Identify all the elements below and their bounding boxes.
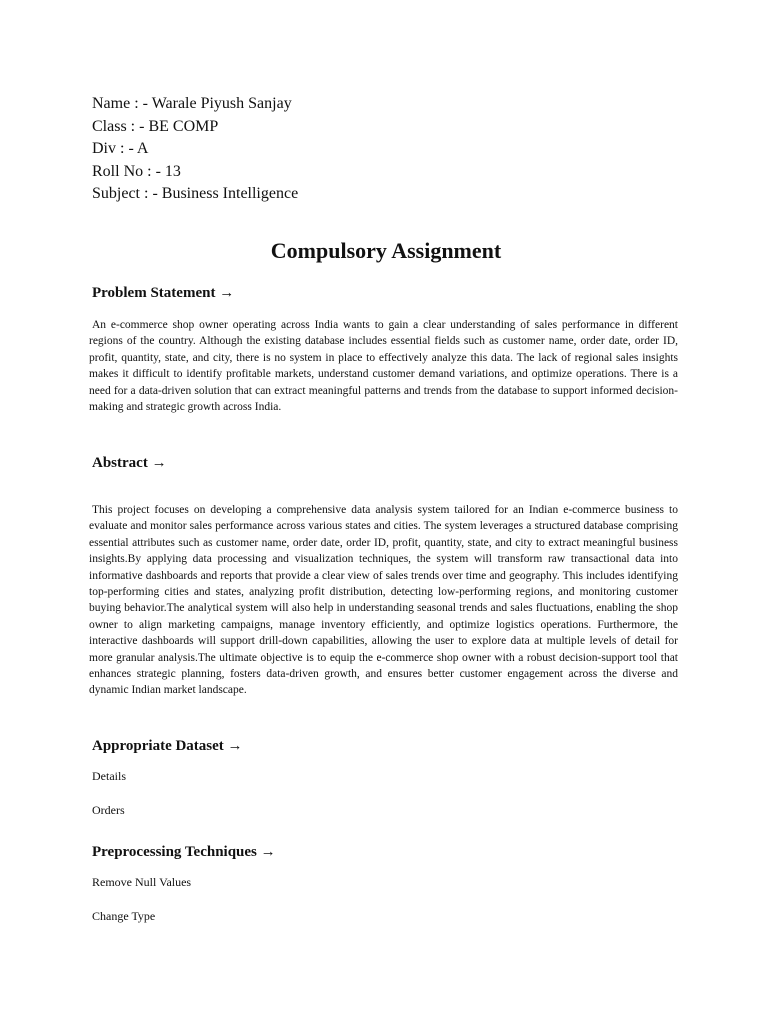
student-subject: Subject : - Business Intelligence	[92, 185, 299, 202]
student-roll-no: Roll No : - 13	[92, 162, 181, 180]
student-info	[92, 93, 298, 206]
document-title: Compulsory Assignment	[270, 238, 502, 263]
preprocessing-item-remove-null: Remove Null Values	[92, 875, 192, 889]
preprocessing-heading: Preprocessing Techniques →	[92, 844, 276, 860]
preprocessing-item-change-type: Change Type	[92, 909, 156, 923]
abstract-heading: Abstract →	[92, 455, 167, 471]
dataset-item-orders: Orders	[92, 803, 125, 817]
dataset-heading: Appropriate Dataset →	[92, 738, 243, 754]
student-name: Name : - Warale Piyush Sanjay	[92, 95, 292, 112]
student-class: Class : - BE COMP	[92, 117, 219, 135]
problem-statement-heading: Problem Statement →	[92, 285, 235, 301]
abstract-text: This project focuses on developing a comprehensive data analysis system tailored for an Indian e-commerce business to evaluate and monitor sales performance across various states and cities. The system leverages a structured database comprising essential attributes such as customer name, order date, order ID, profit, quantity, state, and city to extract meaningful business insights.By applying data processing and visualization techniques, the system will transform raw transactional data into informative dashboards and reports that provide a clear view of sales trends over time and geography. This includes identifying top-performing cities and states, analyzing profit distribution, detecting low-performing regions, and monitoring customer buying behavior.The analytical system will also help in understanding seasonal trends and sales fluctuations, enabling the shop owner to align marketing campaigns, manage inventory efficiently, and optimize logistics operations. Furthermore, the interactive dashboards will support drill-down capabilities, allowing the user to explore data at multiple levels of detail for more granular analysis.The ultimate objective is to equip the e-commerce shop owner with a robust decision-support tool that enhances strategic planning, fosters data-driven growth, and ensures better customer engagement across the diverse and dynamic Indian market landscape.	[89, 504, 678, 697]
student-div: Div : - A	[92, 140, 149, 157]
dataset-item-details: Details	[92, 769, 126, 783]
problem-statement-text: An e-commerce shop owner operating across India wants to gain a clear understanding of sales performance in different regions of the country. Although the existing database includes essential fields such as customer name, order date, order ID, profit, quantity, state, and city, there is no system in place to effectively analyze this data. The lack of regional sales insights makes it difficult to identify profitable markets, understand customer demand variations, and optimize operations. There is a need for a data-driven solution that can extract meaningful patterns and trends from the database to support informed decision-making and strategic growth across India.	[89, 319, 678, 414]
